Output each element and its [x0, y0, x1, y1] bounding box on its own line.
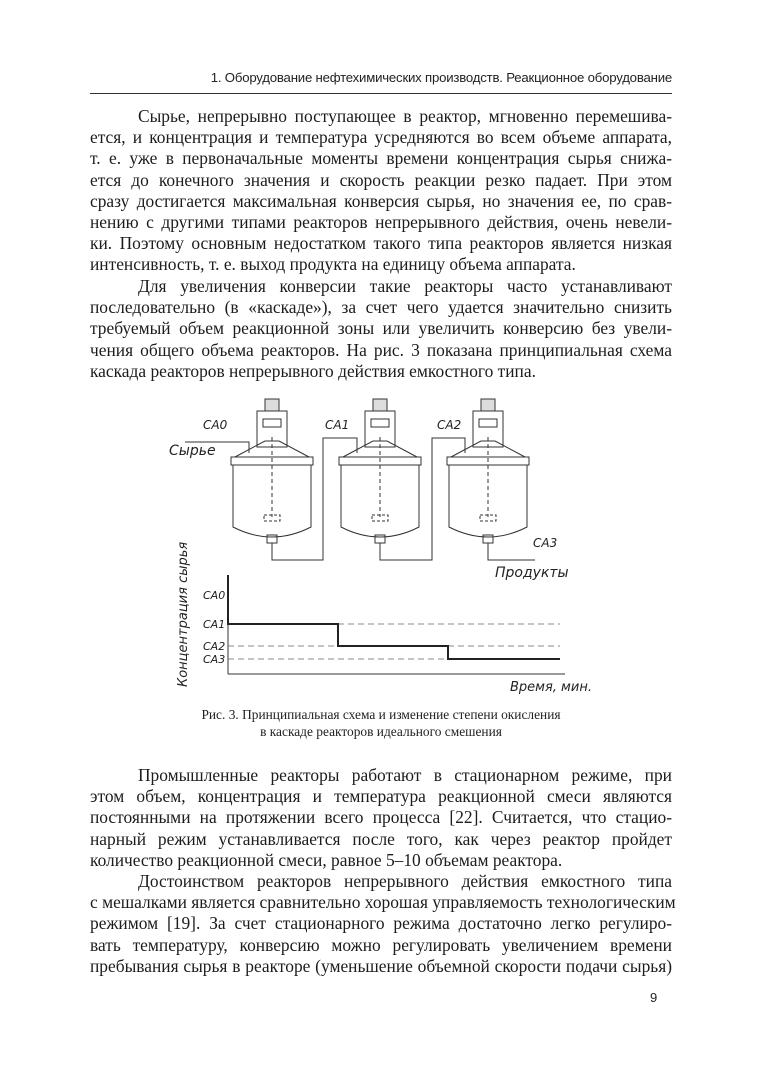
y-tick-label: CA0 [203, 589, 226, 602]
text-line: Сырье, непрерывно поступающее в реактор, мгновенно перемешива- [138, 106, 672, 126]
text-line: Для увеличения конверсии такие реакторы часто устанавливают [138, 276, 672, 296]
label-ca1-top: CA1 [325, 418, 350, 432]
paragraph-1 [90, 106, 672, 276]
text-line: вать температуру, конверсию можно регулировать увеличением времени [90, 934, 672, 955]
text-line: Достоинством реакторов непрерывного действия емкостного типа [138, 871, 672, 891]
y-tick-label: CA2 [203, 640, 226, 653]
caption-line-1: Рис. 3. Принципиальная схема и изменение степени окисления [201, 707, 561, 722]
text-line: с мешалками является сравнительно хорошая управляемость технологическим [90, 892, 676, 913]
text-line: последовательно (в «каскаде»), за счет чего удается значительно снизить [90, 297, 672, 318]
text-line: нению с другими типами реакторов непрерывного действия, очень невели- [90, 211, 672, 232]
concentration-step-chart [203, 575, 560, 666]
paragraph-2 [90, 276, 672, 382]
running-header: 1. Оборудование нефтехимических производств. Реакционное оборудование [210, 70, 672, 85]
text-line: постоянными на протяжении всего процесса [22]. Считается, что стацио- [90, 807, 672, 828]
text-line: интенсивность, т. е. выход продукта на единицу объема аппарата. [90, 254, 576, 275]
y-tick-label: CA1 [203, 618, 226, 631]
text-line: ки. Поэтому основным недостатком такого типа реакторов является низкая [90, 233, 672, 254]
text-line: нарный режим устанавливается после того, как через реактор пройдет [90, 828, 672, 849]
text-line: каскада реакторов непрерывного действия емкостного типа. [90, 360, 536, 381]
caption-line-2: в каскаде реакторов идеального смешения [260, 723, 502, 739]
label-feed: Сырье [169, 443, 216, 459]
text-line: режимом [19]. За счет стационарного режима достаточно легко регулиро- [90, 913, 672, 934]
x-axis-label: Время, мин. [510, 680, 592, 695]
figure-3 [165, 397, 605, 699]
text-line: Промышленные реакторы работают в стационарном режиме, при [138, 765, 672, 785]
text-line: количество реакционной смеси, равное 5–10 объемам реактора. [90, 849, 563, 870]
y-tick-label: CA3 [203, 653, 226, 666]
text-line: ется до конечного значения и скорость реакции резко падает. При этом [90, 169, 672, 190]
reactor-cascade-diagram [165, 397, 605, 699]
paragraph-3 [90, 765, 672, 871]
header-divider [90, 93, 672, 94]
text-line: ется, и концентрация и температура усредняются во всем объеме аппарата, [90, 127, 672, 148]
paragraph-4 [90, 871, 676, 977]
page-number: 9 [650, 990, 658, 1005]
text-line: этом объем, концентрация и температура реакционной смеси являются [90, 786, 672, 807]
label-ca3-out: CA3 [533, 536, 558, 550]
text-line: требуемый объем реакционной зоны или увеличить конверсию без увели- [90, 318, 672, 339]
figure-caption [90, 707, 672, 740]
y-axis-label: Концентрация сырья [176, 541, 191, 687]
label-products: Продукты [495, 565, 569, 581]
label-ca2-top: CA2 [437, 418, 462, 432]
label-ca0-top: CA0 [203, 418, 228, 432]
text-line: сразу достигается максимальная конверсия сырья, но значения ее, по срав- [90, 190, 672, 211]
text-line: т. е. уже в первоначальные моменты времени концентрация сырья снижа- [90, 148, 672, 169]
text-line: пребывания сырья в реакторе (уменьшение объемной скорости подачи сырья) [90, 955, 672, 976]
text-line: чения общего объема реакторов. На рис. 3 показана принципиальная схема [90, 339, 672, 360]
reactor [231, 399, 313, 555]
